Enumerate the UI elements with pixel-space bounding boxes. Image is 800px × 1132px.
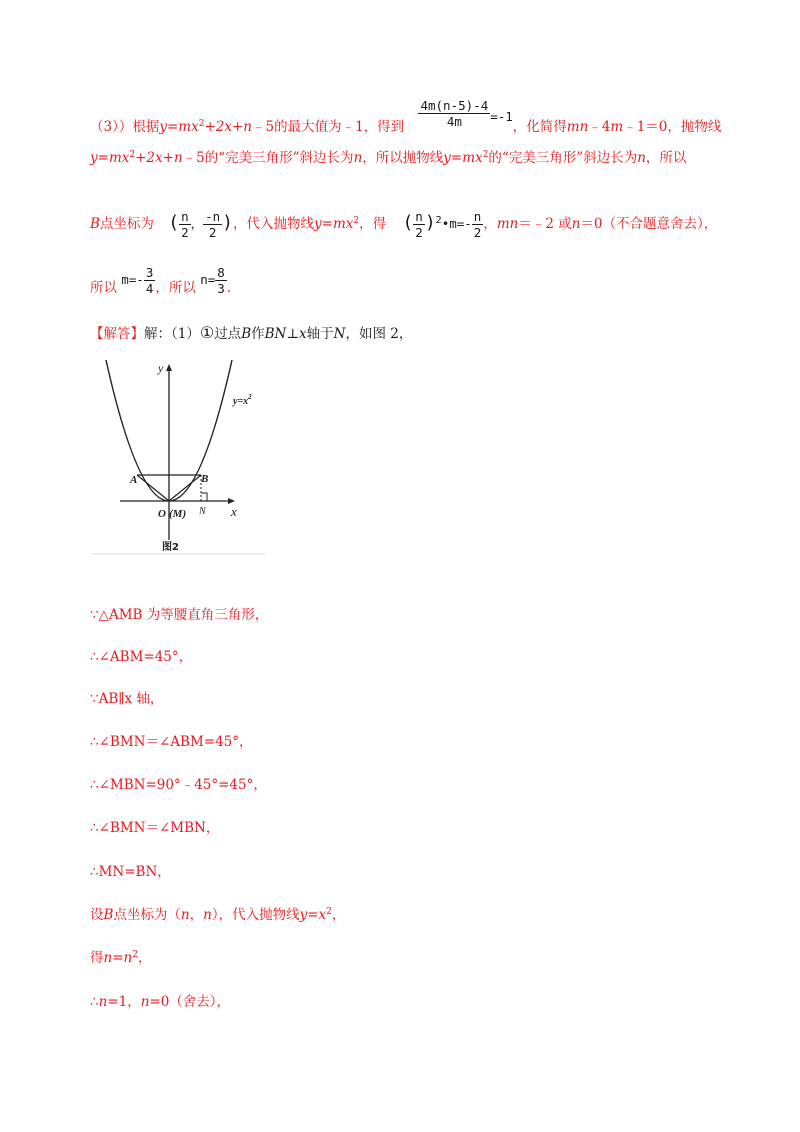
- num: -n: [205, 209, 221, 224]
- var-n: n: [203, 907, 212, 923]
- var-mn: mn: [496, 216, 519, 232]
- m-lhs: m=-: [121, 272, 144, 287]
- text: ，: [189, 907, 204, 923]
- fraction-coord-y: [203, 209, 222, 240]
- term-minus4: ﹣4: [588, 119, 611, 135]
- sup-2: 2: [129, 150, 136, 160]
- var-mn: mn: [566, 119, 589, 135]
- paren-open: (: [168, 212, 180, 233]
- proof-line-5: ∴∠MBN=90°﹣45°=45°，: [90, 777, 267, 793]
- answer-head: 解：（1）: [144, 326, 200, 342]
- paren-open: (: [402, 212, 414, 233]
- var-n: n: [140, 994, 150, 1010]
- num: n: [181, 209, 189, 224]
- text: =1，: [107, 994, 141, 1010]
- part3-line2: [90, 148, 686, 168]
- text: ，: [137, 950, 152, 966]
- text: ），代入抛物线: [211, 907, 300, 923]
- equals: =: [112, 950, 124, 966]
- equals: =: [450, 150, 463, 166]
- answer-text: 轴于: [306, 326, 334, 342]
- sup-2: 2: [353, 216, 360, 226]
- term-2x: +2x+: [204, 119, 244, 135]
- var-B: B: [103, 907, 114, 923]
- var-x: x: [191, 119, 199, 135]
- equals: =: [97, 150, 109, 166]
- var-n: n: [180, 907, 190, 923]
- part3-text: ，: [483, 216, 497, 232]
- fraction-n-value: [215, 265, 227, 296]
- text: =0（舍去），: [149, 994, 231, 1010]
- part3-text: ，所以抛物线: [362, 150, 444, 166]
- var-x: x: [299, 326, 307, 342]
- num: 3: [145, 265, 154, 280]
- sup-2: 2: [482, 150, 489, 160]
- part3-text-d: ，抛物线: [667, 119, 722, 135]
- proof-line-2: ∴∠ABM=45°，: [90, 649, 193, 665]
- part3-text: 点坐标为: [99, 216, 154, 232]
- term-minus1: ﹣1＝0: [623, 119, 668, 135]
- proof-line-1: ∵△AMB 为等腰直角三角形，: [90, 607, 269, 623]
- proof-line-3: ∵AB∥x 轴，: [90, 691, 164, 707]
- comma: ，: [190, 216, 204, 231]
- term-2x: +2x+: [135, 150, 174, 166]
- part3-text: ，代入抛物线: [233, 216, 315, 232]
- eq-mid: •m=-: [441, 216, 472, 231]
- fraction-n-half: [413, 209, 425, 240]
- num: n: [473, 209, 482, 224]
- part3-line4: [90, 260, 231, 300]
- fraction-m-value: [144, 265, 156, 296]
- proof-line-7: ∴MN=BN，: [90, 864, 171, 880]
- fraction-n-half-2: [472, 209, 484, 240]
- part3-text: ，所以: [645, 150, 687, 166]
- var-N: N: [333, 326, 346, 342]
- den: 2: [415, 225, 423, 240]
- var-n: n: [123, 950, 133, 966]
- figure-parabola: [92, 360, 267, 560]
- den: 4: [145, 281, 154, 296]
- label-y: y: [158, 361, 164, 375]
- proof-line-6: ∴∠BMN＝∠MBN，: [90, 820, 220, 836]
- var-m2: m: [610, 119, 624, 135]
- num: n: [415, 209, 423, 224]
- part3-text: 的“完美三角形”斜边长为: [204, 150, 354, 166]
- var-n: n: [98, 994, 108, 1010]
- part3-text: 所以: [90, 280, 117, 296]
- fraction-coord-x: [179, 209, 191, 240]
- den: 3: [217, 281, 225, 296]
- fraction-numerator: 4m(n-5)-4: [420, 98, 489, 113]
- part3-text: ，得: [359, 216, 387, 232]
- var-m: m: [108, 150, 122, 166]
- answer-text: 作: [251, 326, 265, 342]
- part3-text: ＝0（不合题意舍去），: [580, 216, 718, 232]
- var-n: n: [353, 150, 363, 166]
- label-O: O: [158, 508, 166, 520]
- den: 2: [181, 225, 189, 240]
- equals: =: [307, 907, 319, 923]
- paren-close: ): [424, 212, 436, 233]
- label-N: N: [199, 506, 206, 517]
- var-m: m: [462, 150, 476, 166]
- equals: =: [166, 119, 179, 135]
- var-n: n: [571, 216, 581, 232]
- num: 8: [217, 265, 225, 280]
- den: 2: [203, 224, 222, 240]
- sup-2: 2: [198, 119, 205, 129]
- perp: ⊥: [286, 326, 300, 342]
- var-y: y: [159, 119, 167, 135]
- text: 得: [90, 950, 104, 966]
- text: 设: [90, 907, 104, 923]
- answer-text: ，如图 2，: [345, 326, 413, 342]
- fraction-rhs: =-1: [490, 109, 513, 124]
- answer-header: [90, 323, 412, 344]
- part3-text: ，所以: [155, 280, 196, 296]
- tail-line-3: [90, 992, 230, 1012]
- answer-tag: 【解答】: [90, 326, 144, 342]
- proof-line-4: ∴∠BMN＝∠ABM=45°，: [90, 734, 253, 750]
- label-x: x: [231, 504, 237, 519]
- part3-text: ＝﹣2 或: [518, 216, 572, 232]
- equals: =: [321, 216, 333, 232]
- var-n: n: [173, 150, 183, 166]
- var-m: m: [332, 216, 346, 232]
- figure-caption: 图2: [162, 542, 179, 553]
- label-B: B: [201, 473, 209, 485]
- part3-line3: [90, 203, 717, 244]
- sup-2: 2: [435, 215, 442, 226]
- var-y: y: [299, 907, 308, 923]
- var-x: x: [345, 216, 354, 232]
- text: ，: [331, 907, 346, 923]
- part3-text: 的“完美三角形”斜边长为: [488, 150, 638, 166]
- n-lhs: n=: [200, 272, 216, 287]
- term-minus5: ﹣5: [182, 150, 205, 166]
- fraction-max-value: [418, 98, 490, 129]
- den: 2: [473, 225, 482, 240]
- therefore: ∴: [90, 994, 99, 1010]
- tail-line-2: [90, 948, 151, 968]
- period: .: [226, 280, 232, 296]
- var-n: n: [637, 150, 646, 166]
- part3-text-c: ，化简得: [512, 119, 567, 135]
- part3-text-b: 的最大值为﹣1，得到: [274, 119, 405, 135]
- var-m: m: [178, 119, 192, 135]
- var-y: y: [314, 216, 322, 232]
- var-n: n: [103, 950, 113, 966]
- var-x: x: [318, 907, 327, 923]
- label-curve: $y=x^2$: [233, 393, 252, 407]
- sup-2: 2: [326, 907, 332, 917]
- var-B: B: [90, 216, 100, 232]
- var-x: x: [475, 150, 483, 166]
- label-M: (M): [169, 508, 187, 520]
- tail-line-1: [90, 905, 345, 925]
- circled-one: ①: [199, 323, 215, 342]
- sup-2: 2: [132, 950, 138, 960]
- var-n: n: [243, 119, 252, 135]
- answer-text: 过点: [214, 326, 242, 342]
- var-y: y: [443, 150, 451, 166]
- term-minus5: ﹣5: [252, 119, 275, 135]
- text: 点坐标为（: [113, 907, 181, 923]
- label-A: A: [130, 474, 138, 486]
- var-B: B: [241, 326, 252, 342]
- var-x: x: [121, 150, 130, 166]
- part3-prefix: （3））根据: [90, 119, 160, 135]
- paren-close: ): [222, 212, 234, 233]
- var-y: y: [90, 150, 98, 166]
- fraction-denominator: 4m: [418, 113, 490, 129]
- part3-line1: [90, 98, 722, 143]
- var-BN: BN: [264, 326, 287, 342]
